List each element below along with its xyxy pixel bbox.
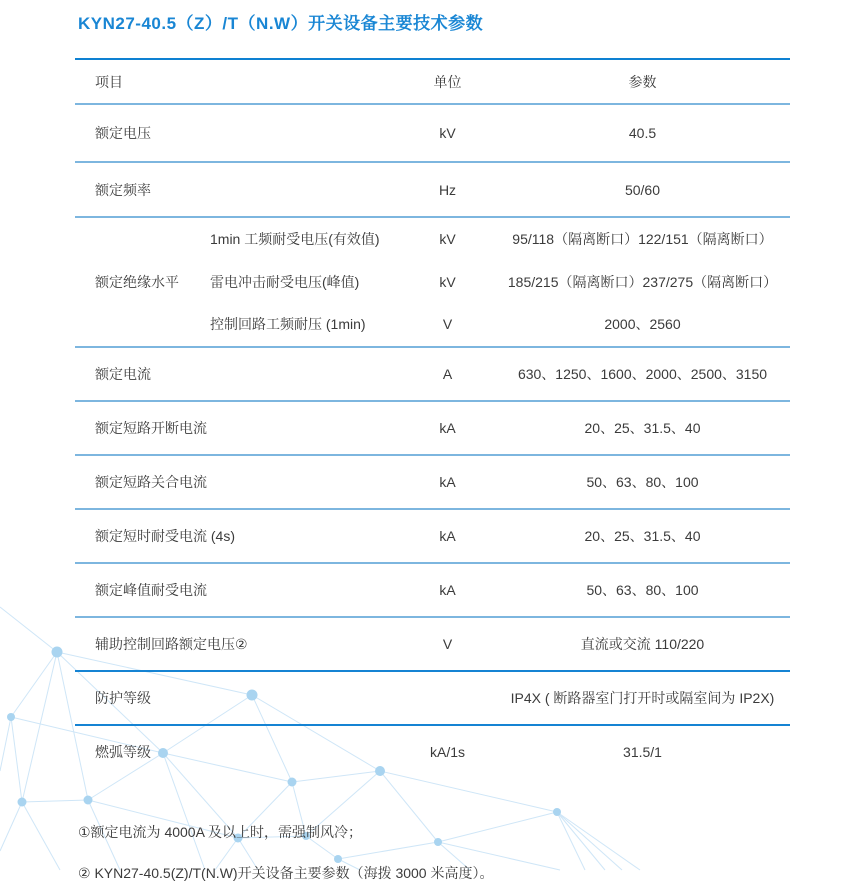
row-item-label: 额定频率 <box>95 181 151 198</box>
table-row <box>75 346 790 400</box>
row-param: 20、25、31.5、40 <box>584 419 701 436</box>
table-row <box>75 562 790 616</box>
insulation-group-row <box>75 216 790 346</box>
row-unit: V <box>442 635 453 652</box>
row-unit: kA <box>439 419 456 436</box>
row-unit: kA <box>439 473 456 490</box>
page-title: KYN27-40.5（Z）/T（N.W）开关设备主要技术参数 <box>78 14 484 33</box>
page <box>0 9 867 881</box>
row-param: IP4X ( 断路器室门打开时或隔室间为 IP2X) <box>510 689 775 706</box>
group-item-label: 额定绝缘水平 <box>95 273 179 290</box>
row-item-label: 燃弧等级 <box>95 743 151 760</box>
table-row <box>75 454 790 508</box>
row-item-label: 额定电压 <box>95 125 151 141</box>
row-param: 20、25、31.5、40 <box>584 527 701 544</box>
row-param: 630、1250、1600、2000、2500、3150 <box>517 365 768 382</box>
sub-row-unit: kV <box>439 231 456 248</box>
row-param: 50、63、80、100 <box>586 581 699 598</box>
row-item-label: 额定短路开断电流 <box>95 419 207 436</box>
sub-row-param: 95/118（隔离断口）122/151（隔离断口） <box>512 231 773 248</box>
row-param: 直流或交流 110/220 <box>580 635 705 652</box>
sub-row-item-label: 控制回路工频耐压 (1min) <box>210 316 366 333</box>
table-row <box>75 161 790 216</box>
row-param: 50、63、80、100 <box>586 473 699 490</box>
content <box>0 9 867 882</box>
table-row <box>75 670 790 724</box>
row-param: 40.5 <box>628 125 657 141</box>
table-header-row <box>75 58 790 103</box>
table-sub-row <box>210 303 790 346</box>
row-param: 50/60 <box>624 181 661 198</box>
table-sub-row <box>210 218 790 261</box>
table-row <box>75 508 790 562</box>
row-unit: Hz <box>438 181 457 198</box>
row-param: 31.5/1 <box>623 743 662 760</box>
row-item-label: 辅助控制回路额定电压② <box>95 635 248 652</box>
table-sub-row <box>210 261 790 304</box>
table-row <box>75 103 790 161</box>
row-unit: kA <box>439 527 456 544</box>
sub-row-unit: V <box>442 316 453 333</box>
row-unit: A <box>442 365 453 382</box>
footnote-1: ①额定电流为 4000A 及以上时，需强制风冷； <box>78 823 363 840</box>
row-unit: kV <box>439 125 456 141</box>
row-item-label: 额定峰值耐受电流 <box>95 581 207 598</box>
sub-row-item-label: 1min 工频耐受电压(有效值) <box>210 231 380 248</box>
table-row <box>75 724 790 778</box>
row-item-label: 额定电流 <box>95 365 151 382</box>
header-param: 参数 <box>628 73 657 90</box>
row-item-label: 防护等级 <box>95 689 151 706</box>
row-unit: kA/1s <box>429 743 465 760</box>
footnote-2: ② KYN27-40.5(Z)/T(N.W)开关设备主要参数（海拨 3000 米高度）。 <box>78 864 494 881</box>
sub-row-item-label: 雷电冲击耐受电压(峰值) <box>210 273 360 290</box>
sub-row-param: 2000、2560 <box>604 316 681 333</box>
header-unit: 单位 <box>433 73 462 90</box>
row-item-label: 额定短时耐受电流 (4s) <box>95 527 235 544</box>
sub-row-unit: kV <box>439 273 456 290</box>
table-row <box>75 616 790 670</box>
footnotes <box>78 823 867 882</box>
sub-row-param: 185/215（隔离断口）237/275（隔离断口） <box>507 273 778 290</box>
header-item: 项目 <box>95 73 123 90</box>
group-sub-rows <box>210 218 790 346</box>
spec-table <box>75 58 790 778</box>
row-unit: kA <box>439 581 456 598</box>
table-row <box>75 400 790 454</box>
row-item-label: 额定短路关合电流 <box>95 473 207 490</box>
